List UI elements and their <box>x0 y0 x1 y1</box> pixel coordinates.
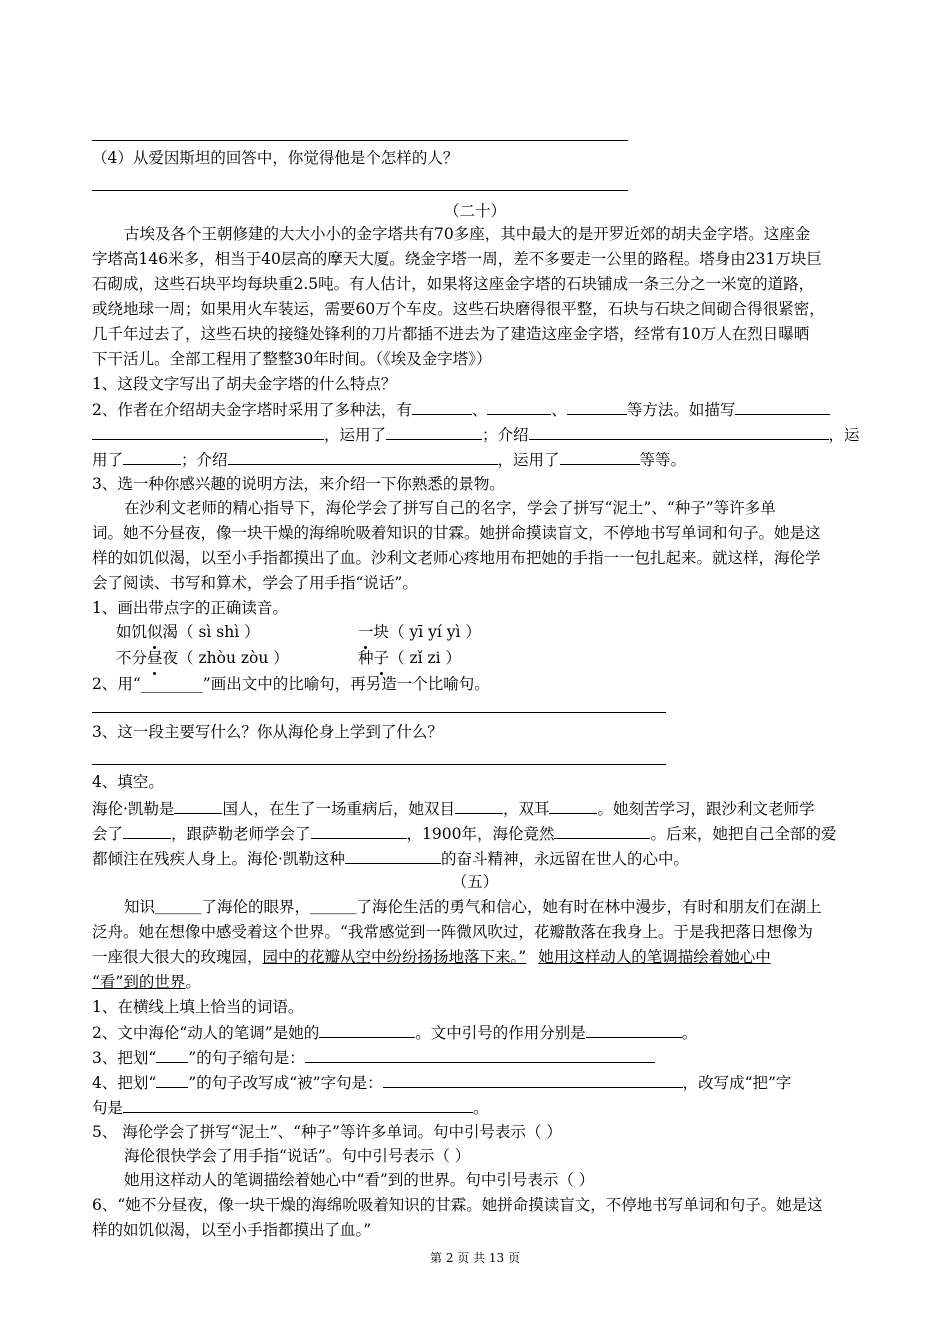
paragraph-line: 会了阅读、书写和算术，学会了用手指“说话”。 <box>92 574 418 592</box>
answer-blank <box>156 1070 188 1088</box>
paragraph-line: 古埃及各个王朝修建的大大小小的金字塔共有70多座，其中最大的是开罗近郊的胡夫金字塔。这座金 <box>124 225 811 243</box>
question-text: （4）从爱因斯坦的回答中，你觉得他是个怎样的人？ <box>92 149 459 167</box>
answer-blank[interactable] <box>123 447 181 465</box>
answer-blank[interactable] <box>567 397 627 415</box>
paragraph-line: 词。她不分昼夜，像一块干燥的海绵吮吸着知识的甘霖。她拼命摸读盲文，不停地书写单词和句子。她是这 <box>92 524 821 542</box>
answer-blank[interactable] <box>228 447 498 465</box>
answer-blank[interactable] <box>487 397 551 415</box>
answer-blank[interactable] <box>549 796 597 814</box>
paragraph-line: 石砌成，这些石块平均每块重2.5吨。有人估计，如果将这座金字塔的石块铺成一条三分之一米宽的道路， <box>92 275 815 293</box>
question-text: 4、填空。 <box>92 773 164 791</box>
paragraph-line: 在沙利文老师的精心指导下，海伦学会了拼写自己的名字，学会了拼写“泥土”、“种子”等许多单 <box>124 499 776 517</box>
fill-in-line: 都倾注在残疾人身上。海伦·凯勒这种 的奋斗精神，永远留在世人的心中。 <box>92 846 860 872</box>
answer-blank[interactable] <box>123 1095 473 1113</box>
paragraph-line: 几千年过去了，这些石块的接缝处锋利的刀片都插不进去为了建造这座金字塔，经常有10万人在烈日曝晒 <box>92 325 810 343</box>
paragraph-line: “看”到的世界。 <box>92 973 201 991</box>
answer-blank[interactable] <box>529 422 829 440</box>
answer-blank[interactable] <box>412 397 472 415</box>
answer-blank[interactable] <box>123 821 171 839</box>
answer-blank[interactable] <box>586 1020 682 1038</box>
answer-blank[interactable] <box>305 1045 655 1063</box>
answer-line <box>92 712 666 713</box>
page-footer: 第 2 页 共 13 页 <box>430 1251 520 1265</box>
answer-blank <box>156 1045 188 1063</box>
section-title: （二十） <box>443 202 506 220</box>
paragraph-line: 或绕地球一周；如果用火车装运，需要60万个车皮。这些石块磨得很平整，石块与石块之间砌合得很紧密， <box>92 300 825 318</box>
question-text: 海伦很快学会了用手指“说话”。句中引号表示（ ） <box>124 1147 471 1165</box>
fill-in-line: 海伦·凯勒是 国人，在生了一场重病后，她双目 ，双耳 。她刻苦学习，跟沙利文老师学 <box>92 796 860 822</box>
question-text: 3、这一段主要写什么？你从海伦身上学到了什么？ <box>92 723 443 741</box>
question-text: 2、文中海伦“动人的笔调”是她的 。文中引号的作用分别是 。 <box>92 1020 860 1046</box>
answer-blank[interactable] <box>319 1020 415 1038</box>
question-text: 3、选一种你感兴趣的说明方法，来介绍一下你熟悉的景物。 <box>92 475 505 493</box>
answer-line <box>92 190 628 191</box>
underlined-sentence: 她用这样动人的笔调描绘着她心中 <box>538 948 771 966</box>
question-text: 她用这样动人的笔调描绘着她心中“看”到的世界。句中引号表示（ ） <box>124 1171 595 1189</box>
paragraph-line: 一座很大很大的玫瑰园，园中的花瓣从空中纷纷扬扬地落下来。” 她用这样动人的笔调描绘着她心中 <box>92 948 771 966</box>
pinyin-item: 一块（ yī yí yì ） <box>358 620 578 645</box>
section-title: （五） <box>451 873 499 891</box>
answer-blank[interactable] <box>560 447 640 465</box>
pinyin-item: 不分昼夜（ zhòu zòu ） <box>116 646 336 671</box>
underlined-sentence: “看”到的世界 <box>92 973 186 991</box>
answer-blank[interactable] <box>174 796 222 814</box>
answer-blank[interactable] <box>345 846 441 864</box>
paragraph-line: 下干活儿。全部工程用了整整30年时间。（《埃及金字塔》） <box>92 350 492 368</box>
answer-line <box>92 140 628 141</box>
question-text: 6、“她不分昼夜，像一块干燥的海绵吮吸着知识的甘霖。她拼命摸读盲文，不停地书写单词和句子。她是这 <box>92 1196 823 1214</box>
paragraph-line: 泛舟。她在想像中感受着这个世界。“我常感觉到一阵微风吹过，花瓣散落在我身上。于是我把落日想像为 <box>92 923 813 941</box>
question-text: 1、画出带点字的正确读音。 <box>92 599 288 617</box>
question-text: 1、在横线上填上恰当的词语。 <box>92 998 304 1016</box>
question-text: 2、用“________”画出文中的比喻句，再另造一个比喻句。 <box>92 675 490 693</box>
question-text: 1、这段文字写出了胡夫金字塔的什么特点？ <box>92 375 397 393</box>
fill-in-line: 会了 ，跟萨勒老师学会了 ，1900年，海伦竟然 。后来，她把自己全部的爱 <box>92 821 860 847</box>
answer-blank[interactable] <box>735 397 830 415</box>
answer-blank[interactable] <box>311 821 407 839</box>
paragraph-line: 样的如饥似渴，以至小手指都摸出了血。沙利文老师心疼地用布把她的手指一一包扎起来。就这样，海伦学 <box>92 549 821 567</box>
pinyin-item: 种子（ zǐ zi ） <box>358 646 578 671</box>
answer-blank[interactable] <box>455 796 503 814</box>
answer-line <box>92 764 666 765</box>
paragraph-line: 知识＿＿＿了海伦的眼界，＿＿＿了海伦生活的勇气和信心，她有时在林中漫步，有时和朋友们在湖上 <box>124 898 822 916</box>
question-text: 样的如饥似渴，以至小手指都摸出了血。” <box>92 1221 372 1239</box>
answer-blank[interactable] <box>383 1070 683 1088</box>
question-text: 5、 海伦学会了拼写“泥土”、“种子”等许多单词。句中引号表示（ ） <box>92 1123 562 1141</box>
question-text: 4、把划“ ”的句子改写成“被”字句是： ，改写成“把”字 <box>92 1070 860 1096</box>
pinyin-item: 如饥似渴（ sì shì ） <box>116 620 336 645</box>
question-text: ，运用了 ；介绍 ，运 <box>92 422 860 448</box>
answer-blank[interactable] <box>92 422 324 440</box>
question-text: 句是 。 <box>92 1095 860 1121</box>
paragraph-line: 字塔高146米多，相当于40层高的摩天大厦。绕金字塔一周，差不多要走一公里的路程。塔身由231万块巨 <box>92 250 822 268</box>
underlined-sentence: 园中的花瓣从空中纷纷扬扬地落下来。” <box>262 948 527 966</box>
question-text: 2、作者在介绍胡夫金字塔时采用了多种法，有 、 、 等方法。如描写 <box>92 397 860 423</box>
question-text: 3、把划“ ”的句子缩句是： <box>92 1045 860 1071</box>
question-text: 用了 ；介绍 ，运用了 等等。 <box>92 447 860 473</box>
answer-blank[interactable] <box>554 821 650 839</box>
answer-blank[interactable] <box>386 422 482 440</box>
